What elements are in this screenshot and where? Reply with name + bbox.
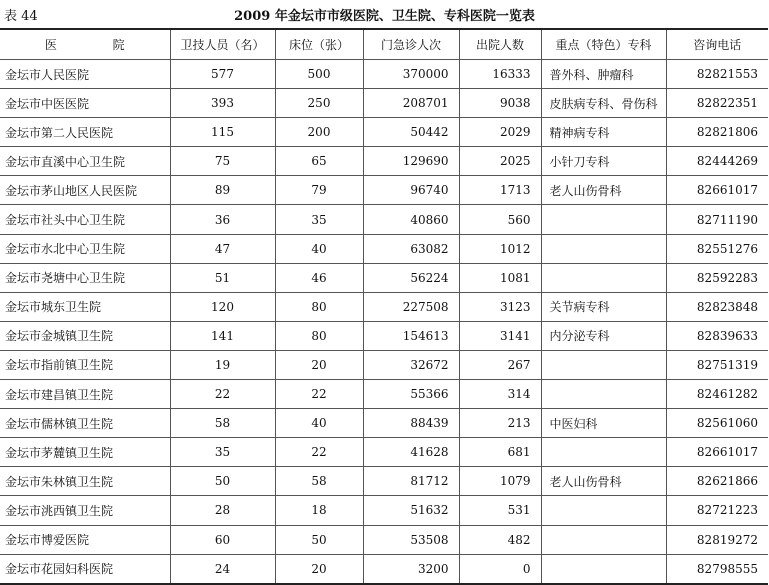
table-title: 2009 年金坛市市级医院、卫生院、专科医院一览表: [234, 9, 535, 24]
bed-count-cell: 65: [275, 147, 363, 176]
column-header-specialty: 重点（特色）专科: [541, 29, 666, 60]
hospital-name-cell: 金坛市茅山地区人民医院: [0, 176, 170, 205]
phone-cell: 82823848: [666, 292, 768, 321]
hospital-name-cell: 金坛市儒林镇卫生院: [0, 409, 170, 438]
phone-cell: 82721223: [666, 496, 768, 525]
staff-count-cell: 75: [170, 147, 275, 176]
table-row: [0, 118, 768, 147]
staff-count-cell: 89: [170, 176, 275, 205]
staff-count-cell: 120: [170, 292, 275, 321]
staff-count-cell: 50: [170, 467, 275, 496]
column-header-discharges: 出院人数: [459, 29, 541, 60]
bed-count-cell: 500: [275, 60, 363, 89]
staff-count-cell: 115: [170, 118, 275, 147]
specialty-cell: [541, 525, 666, 554]
specialty-cell: 精神病专科: [541, 118, 666, 147]
staff-count-cell: 141: [170, 321, 275, 350]
table-row: [0, 380, 768, 409]
phone-cell: 82461282: [666, 380, 768, 409]
staff-count-cell: 58: [170, 409, 275, 438]
bed-count-cell: 200: [275, 118, 363, 147]
outpatient-visits-cell: 129690: [363, 147, 459, 176]
table-row: [0, 438, 768, 467]
hospital-name-cell: 金坛市指前镇卫生院: [0, 350, 170, 379]
specialty-cell: 老人山伤骨科: [541, 467, 666, 496]
specialty-cell: [541, 496, 666, 525]
discharges-cell: 0: [459, 554, 541, 584]
outpatient-visits-cell: 227508: [363, 292, 459, 321]
phone-cell: 82561060: [666, 409, 768, 438]
specialty-cell: 皮肤病专科、骨伤科: [541, 89, 666, 118]
header-row: [0, 29, 768, 60]
table-row: [0, 263, 768, 292]
specialty-cell: [541, 438, 666, 467]
bed-count-cell: 22: [275, 438, 363, 467]
phone-cell: 82751319: [666, 350, 768, 379]
phone-cell: 82621866: [666, 467, 768, 496]
hospital-name-cell: 金坛市人民医院: [0, 60, 170, 89]
bed-count-cell: 20: [275, 350, 363, 379]
specialty-cell: [541, 350, 666, 379]
column-header-hospital: 医 院: [0, 29, 170, 60]
specialty-cell: 内分泌专科: [541, 321, 666, 350]
table-row: [0, 292, 768, 321]
specialty-cell: 老人山伤骨科: [541, 176, 666, 205]
outpatient-visits-cell: 3200: [363, 554, 459, 584]
column-header-phone: 咨询电话: [666, 29, 768, 60]
staff-count-cell: 28: [170, 496, 275, 525]
hospital-name-cell: 金坛市花园妇科医院: [0, 554, 170, 584]
outpatient-visits-cell: 53508: [363, 525, 459, 554]
discharges-cell: 3123: [459, 292, 541, 321]
bed-count-cell: 40: [275, 409, 363, 438]
outpatient-visits-cell: 55366: [363, 380, 459, 409]
hospital-table: [0, 28, 768, 585]
outpatient-visits-cell: 81712: [363, 467, 459, 496]
staff-count-cell: 51: [170, 263, 275, 292]
phone-cell: 82711190: [666, 205, 768, 234]
outpatient-visits-cell: 40860: [363, 205, 459, 234]
phone-cell: 82661017: [666, 176, 768, 205]
bed-count-cell: 18: [275, 496, 363, 525]
discharges-cell: 3141: [459, 321, 541, 350]
hospital-name-cell: 金坛市城东卫生院: [0, 292, 170, 321]
hospital-name-cell: 金坛市洮西镇卫生院: [0, 496, 170, 525]
discharges-cell: 1012: [459, 234, 541, 263]
column-header-beds: 床位（张）: [275, 29, 363, 60]
outpatient-visits-cell: 370000: [363, 60, 459, 89]
specialty-cell: 普外科、肿瘤科: [541, 60, 666, 89]
hospital-name-cell: 金坛市朱林镇卫生院: [0, 467, 170, 496]
outpatient-visits-cell: 51632: [363, 496, 459, 525]
outpatient-visits-cell: 154613: [363, 321, 459, 350]
bed-count-cell: 35: [275, 205, 363, 234]
staff-count-cell: 60: [170, 525, 275, 554]
phone-cell: 82444269: [666, 147, 768, 176]
discharges-cell: 1079: [459, 467, 541, 496]
table-row: [0, 176, 768, 205]
outpatient-visits-cell: 50442: [363, 118, 459, 147]
discharges-cell: 482: [459, 525, 541, 554]
bed-count-cell: 80: [275, 292, 363, 321]
discharges-cell: 531: [459, 496, 541, 525]
phone-cell: 82839633: [666, 321, 768, 350]
specialty-cell: [541, 554, 666, 584]
staff-count-cell: 47: [170, 234, 275, 263]
discharges-cell: 314: [459, 380, 541, 409]
bed-count-cell: 58: [275, 467, 363, 496]
specialty-cell: [541, 263, 666, 292]
bed-count-cell: 46: [275, 263, 363, 292]
outpatient-visits-cell: 88439: [363, 409, 459, 438]
hospital-name-cell: 金坛市中医医院: [0, 89, 170, 118]
bed-count-cell: 50: [275, 525, 363, 554]
document-header: [0, 0, 769, 28]
table-row: [0, 467, 768, 496]
hospital-name-cell: 金坛市建昌镇卫生院: [0, 380, 170, 409]
table-row: [0, 409, 768, 438]
specialty-cell: [541, 205, 666, 234]
specialty-cell: 关节病专科: [541, 292, 666, 321]
phone-cell: 82551276: [666, 234, 768, 263]
discharges-cell: 2025: [459, 147, 541, 176]
table-row: [0, 234, 768, 263]
staff-count-cell: 35: [170, 438, 275, 467]
table-row: [0, 205, 768, 234]
table-row: [0, 89, 768, 118]
bed-count-cell: 22: [275, 380, 363, 409]
hospital-name-cell: 金坛市直溪中心卫生院: [0, 147, 170, 176]
staff-count-cell: 24: [170, 554, 275, 584]
discharges-cell: 1081: [459, 263, 541, 292]
outpatient-visits-cell: 63082: [363, 234, 459, 263]
discharges-cell: 1713: [459, 176, 541, 205]
staff-count-cell: 22: [170, 380, 275, 409]
phone-cell: 82822351: [666, 89, 768, 118]
table-body: [0, 60, 768, 584]
phone-cell: 82798555: [666, 554, 768, 584]
bed-count-cell: 40: [275, 234, 363, 263]
hospital-name-cell: 金坛市茅麓镇卫生院: [0, 438, 170, 467]
phone-cell: 82819272: [666, 525, 768, 554]
table-row: [0, 525, 768, 554]
hospital-name-cell: 金坛市尧塘中心卫生院: [0, 263, 170, 292]
table-row: [0, 350, 768, 379]
phone-cell: 82661017: [666, 438, 768, 467]
outpatient-visits-cell: 96740: [363, 176, 459, 205]
table-row: [0, 60, 768, 89]
specialty-cell: 中医妇科: [541, 409, 666, 438]
outpatient-visits-cell: 41628: [363, 438, 459, 467]
staff-count-cell: 393: [170, 89, 275, 118]
bed-count-cell: 80: [275, 321, 363, 350]
table-row: [0, 496, 768, 525]
column-header-staff: 卫技人员（名）: [170, 29, 275, 60]
discharges-cell: 681: [459, 438, 541, 467]
discharges-cell: 267: [459, 350, 541, 379]
phone-cell: 82821806: [666, 118, 768, 147]
hospital-name-cell: 金坛市金城镇卫生院: [0, 321, 170, 350]
staff-count-cell: 577: [170, 60, 275, 89]
bed-count-cell: 250: [275, 89, 363, 118]
hospital-name-cell: 金坛市第二人民医院: [0, 118, 170, 147]
specialty-cell: [541, 234, 666, 263]
hospital-name-cell: 金坛市水北中心卫生院: [0, 234, 170, 263]
hospital-name-cell: 金坛市社头中心卫生院: [0, 205, 170, 234]
phone-cell: 82821553: [666, 60, 768, 89]
table-row: [0, 147, 768, 176]
bed-count-cell: 79: [275, 176, 363, 205]
bed-count-cell: 20: [275, 554, 363, 584]
table-row: [0, 554, 768, 584]
discharges-cell: 16333: [459, 60, 541, 89]
outpatient-visits-cell: 32672: [363, 350, 459, 379]
table-row: [0, 321, 768, 350]
staff-count-cell: 36: [170, 205, 275, 234]
discharges-cell: 213: [459, 409, 541, 438]
outpatient-visits-cell: 208701: [363, 89, 459, 118]
discharges-cell: 560: [459, 205, 541, 234]
discharges-cell: 9038: [459, 89, 541, 118]
specialty-cell: 小针刀专科: [541, 147, 666, 176]
hospital-name-cell: 金坛市博爱医院: [0, 525, 170, 554]
outpatient-visits-cell: 56224: [363, 263, 459, 292]
specialty-cell: [541, 380, 666, 409]
discharges-cell: 2029: [459, 118, 541, 147]
table-number: 表 44: [4, 9, 38, 24]
column-header-visits: 门急诊人次: [363, 29, 459, 60]
phone-cell: 82592283: [666, 263, 768, 292]
staff-count-cell: 19: [170, 350, 275, 379]
